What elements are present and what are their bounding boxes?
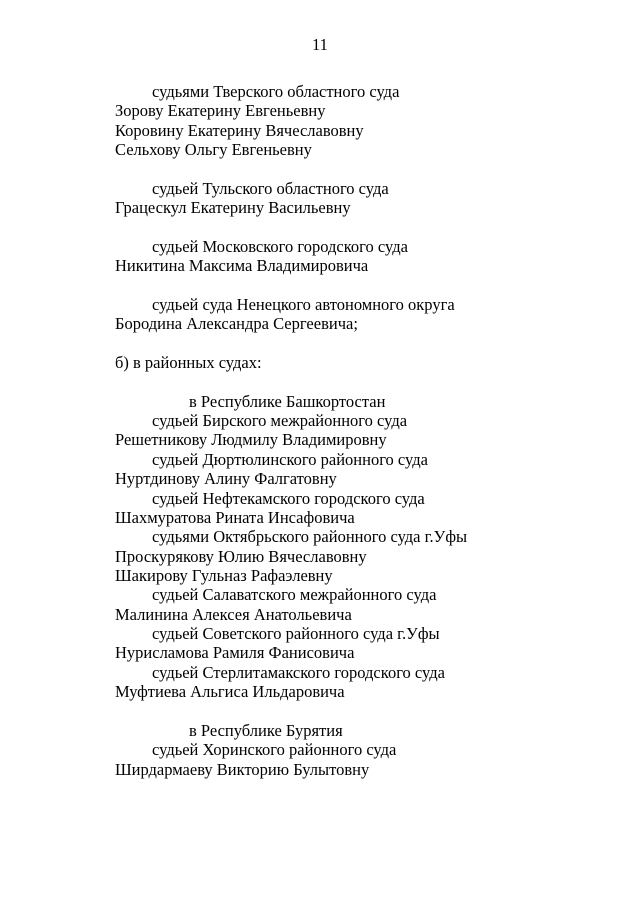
judge-name: Бородина Александра Сергеевича; xyxy=(115,314,358,334)
judge-name: Решетникову Людмилу Владимировну xyxy=(115,430,387,450)
court-heading: судьей Дюртюлинского районного суда xyxy=(152,449,428,469)
blank-line xyxy=(115,218,615,237)
judge-name: Зорову Екатерину Евгеньевну xyxy=(115,101,326,121)
court-heading: судьей Тульского областного суда xyxy=(152,178,389,198)
page-number: 11 xyxy=(312,35,328,54)
region-heading: в Республике Бурятия xyxy=(189,720,343,740)
blank-line xyxy=(115,702,615,721)
judge-name: Сельхову Ольгу Евгеньевну xyxy=(115,140,312,160)
blank-line xyxy=(115,159,615,178)
judge-name: Нуртдинову Алину Фалгатовну xyxy=(115,469,337,489)
judge-name: Коровину Екатерину Вячеславовну xyxy=(115,120,364,140)
blank-line xyxy=(115,334,615,353)
court-heading: судьями Октябрьского районного суда г.Уфы xyxy=(152,527,468,547)
judge-name: Никитина Максима Владимировича xyxy=(115,256,369,276)
blank-line xyxy=(115,372,615,391)
court-heading: судьей суда Ненецкого автономного округа xyxy=(152,294,455,314)
judge-name: Ширдармаеву Викторию Булытовну xyxy=(115,759,370,779)
court-heading: судьей Московского городского суда xyxy=(152,236,408,256)
judge-name: Муфтиева Альгиса Ильдаровича xyxy=(115,682,345,702)
blank-line xyxy=(115,276,615,295)
court-heading: судьями Тверского областного суда xyxy=(152,82,400,101)
region-heading: в Республике Башкортостан xyxy=(189,391,386,411)
judge-name: Шакирову Гульназ Рафаэлевну xyxy=(115,565,333,585)
court-heading: судьей Салаватского межрайонного суда xyxy=(152,585,437,605)
court-heading: судьей Хоринского районного суда xyxy=(152,740,397,760)
court-heading: судьей Бирского межрайонного суда xyxy=(152,411,408,431)
document-body xyxy=(115,82,615,779)
judge-name: б) в районных судах: xyxy=(115,353,262,373)
court-heading: судьей Стерлитамакского городского суда xyxy=(152,662,445,682)
court-heading: судьей Советского районного суда г.Уфы xyxy=(152,624,440,644)
judge-name: Проскурякову Юлию Вячеславовну xyxy=(115,546,367,566)
judge-name: Шахмуратова Рината Инсафовича xyxy=(115,507,355,527)
court-heading: судьей Нефтекамского городского суда xyxy=(152,488,425,508)
judge-name: Нурисламова Рамиля Фанисовича xyxy=(115,643,355,663)
judge-name: Малинина Алексея Анатольевича xyxy=(115,604,352,624)
judge-name: Грацескул Екатерину Васильевну xyxy=(115,198,351,218)
